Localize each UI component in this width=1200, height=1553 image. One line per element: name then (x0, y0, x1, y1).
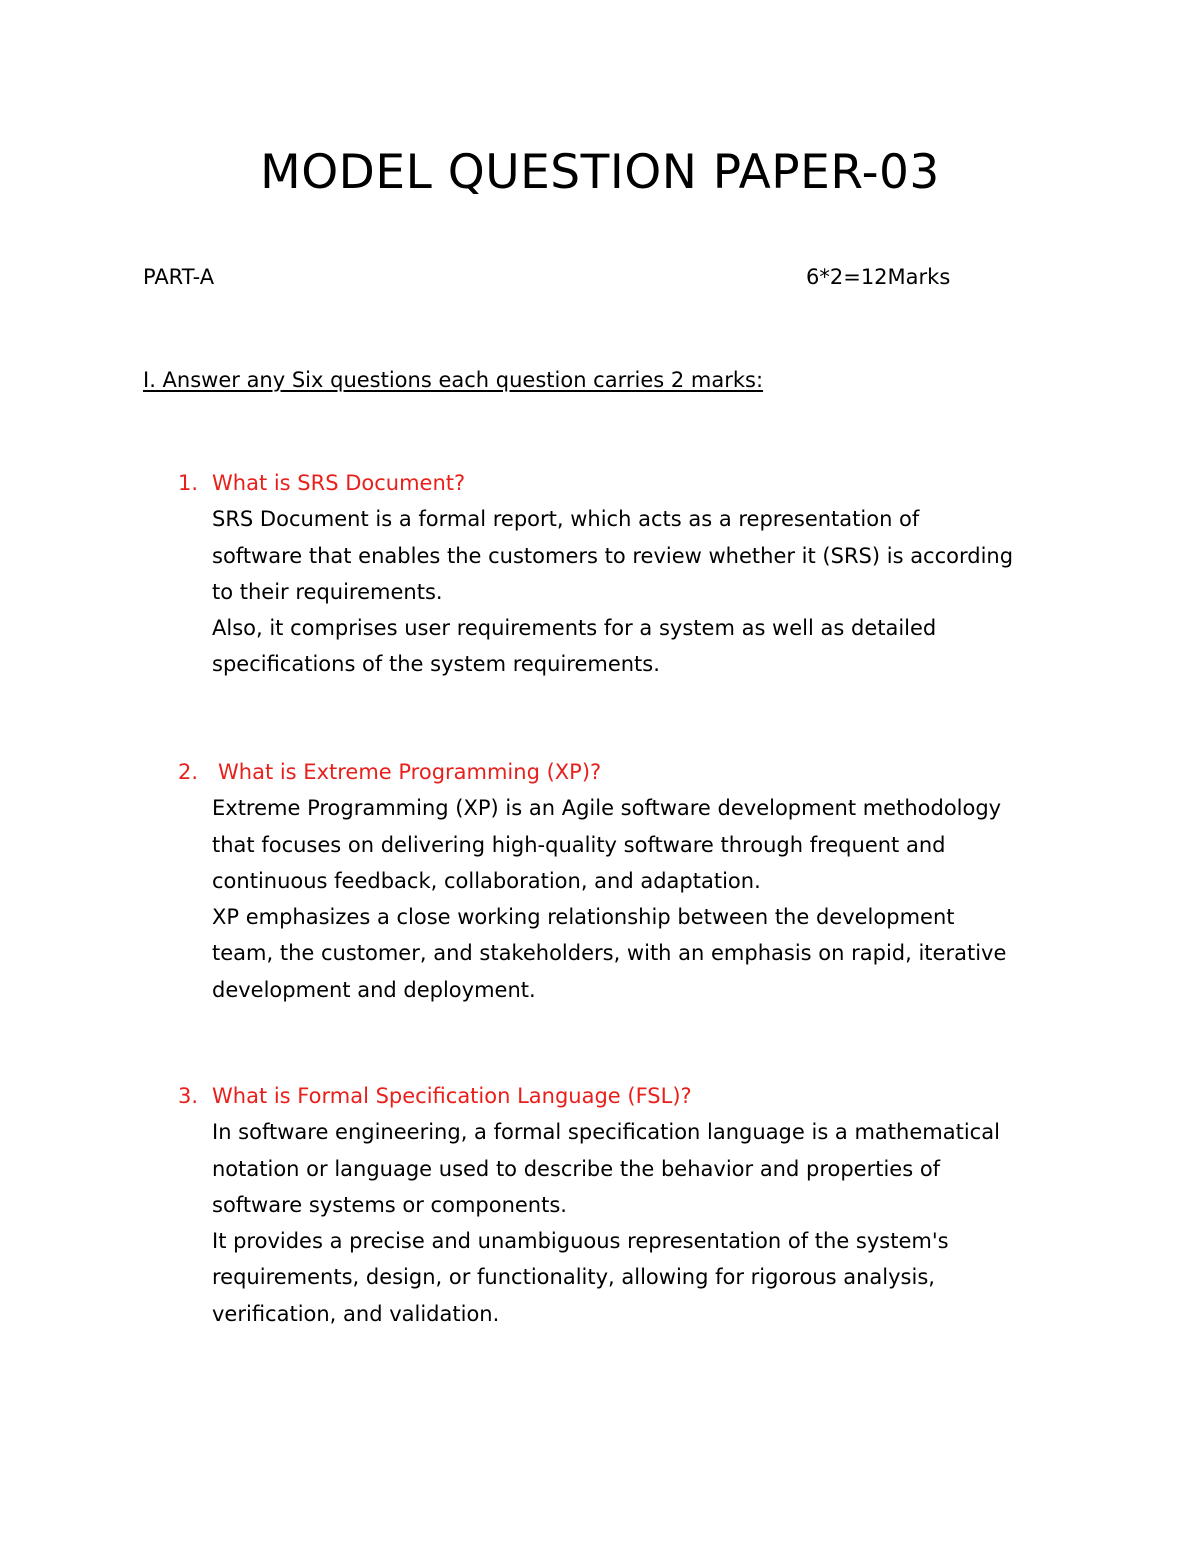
question-block-1 (178, 465, 1078, 683)
answer-line: SRS Document is a formal report, which acts as a representation of (212, 507, 920, 532)
answer-line: software that enables the customers to review whether it (SRS) is according (212, 543, 1014, 568)
answer-text (212, 1114, 1072, 1332)
answer-line: verification, and validation. (212, 1301, 500, 1326)
answer-line: Also, it comprises user requirements for a system as well as detailed (212, 616, 937, 641)
answer-line: requirements, design, or functionality, allowing for rigorous analysis, (212, 1265, 935, 1290)
question-number: 2. (178, 760, 199, 784)
part-label: PART-A (143, 265, 215, 289)
answer-line: development and deployment. (212, 977, 536, 1002)
answer-line: Extreme Programming (XP) is an Agile software development methodology (212, 796, 1002, 821)
answer-line: to their requirements. (212, 579, 443, 604)
question-text: What is Extreme Programming (XP)? (218, 760, 602, 784)
part-marks: 6*2=12Marks (806, 265, 951, 289)
question-number: 1. (178, 471, 199, 495)
answer-line: software systems or components. (212, 1192, 567, 1217)
answer-line: XP emphasizes a close working relationship between the development (212, 905, 955, 930)
answer-line: continuous feedback, collaboration, and adaptation. (212, 868, 761, 893)
part-header (143, 262, 957, 292)
paper-title: MODEL QUESTION PAPER-03 (260, 145, 940, 200)
question-block-2 (178, 754, 1078, 1008)
answer-line: notation or language used to describe the behavior and properties of (212, 1156, 941, 1181)
question-block-3 (178, 1078, 1078, 1332)
question-text: What is SRS Document? (212, 471, 466, 495)
answer-line: In software engineering, a formal specification language is a mathematical (212, 1120, 1000, 1145)
answer-line: that focuses on delivering high-quality software through frequent and (212, 832, 946, 857)
answer-line: team, the customer, and stakeholders, with an emphasis on rapid, iterative (212, 941, 1007, 966)
question-text: What is Formal Specification Language (FSL)? (212, 1084, 692, 1108)
section-instruction: I. Answer any Six questions each question carries 2 marks: (143, 368, 764, 392)
answer-text (212, 790, 1072, 1008)
answer-text (212, 501, 1072, 682)
answer-line: specifications of the system requirements. (212, 652, 660, 677)
question-number: 3. (178, 1084, 199, 1108)
answer-line: It provides a precise and unambiguous representation of the system's (212, 1229, 949, 1254)
